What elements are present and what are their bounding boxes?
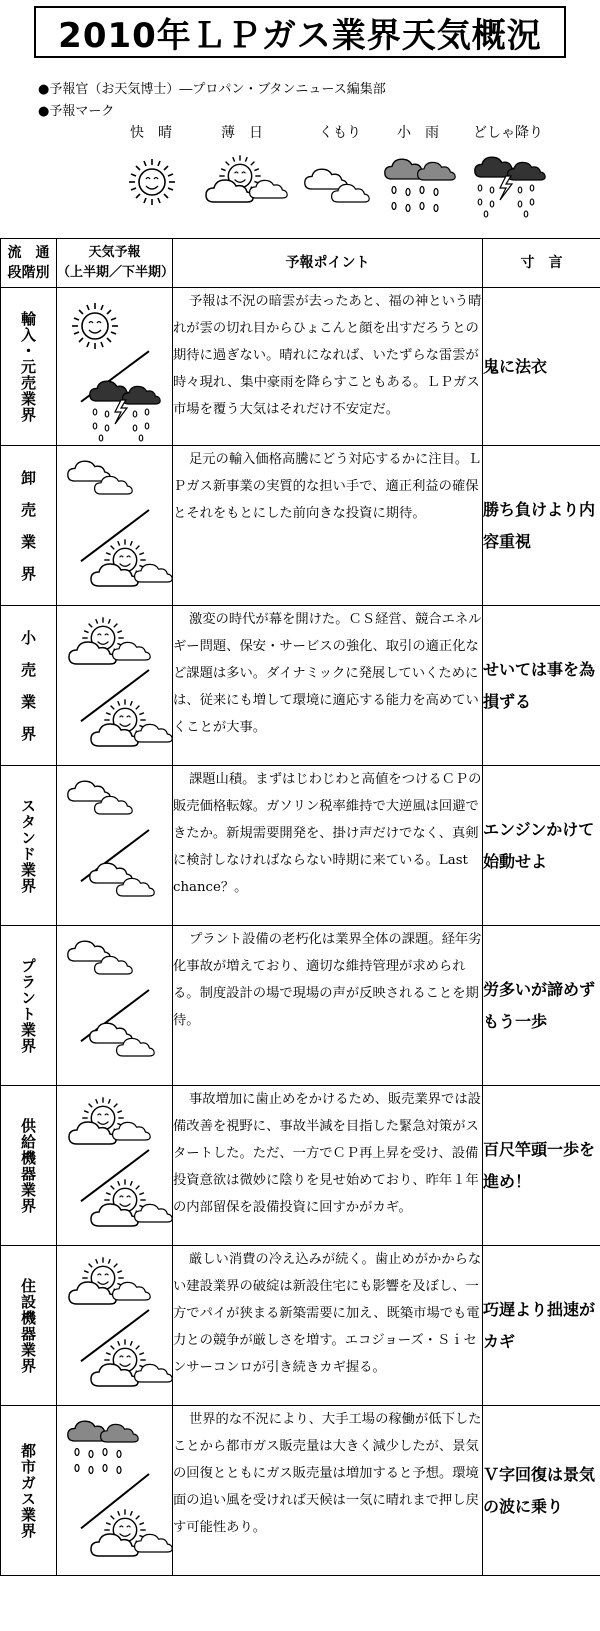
forecast-cell [57,606,173,766]
legend-label-partly: 薄 日 [221,125,263,141]
title-box [34,6,566,58]
advice-text: 鬼に法衣 [483,288,600,446]
legend-label-cloudy: くもり [319,125,361,141]
advice-text: 労多いが諦めずもう一歩 [483,926,600,1086]
mark-label: ●予報マーク [38,104,115,119]
stage-label: 住設機器業界 [19,1277,37,1374]
stage-label: スタンド業界 [19,797,37,894]
sunny-icon [120,150,184,214]
downpour-icon [470,150,550,220]
forecast-point: 足元の輸入価格高騰にどう対応するかに注目。ＬＰガス新事業の実質的な担い手で、適正利益の確保とそれをもとにした前向きな投資に期待。 [173,446,483,606]
table-header-row [1,239,600,288]
forecast-point: 激変の時代が幕を開けた。ＣＳ経営、競合エネルギー問題、保安・サービスの強化、取引の適正化など課題は多い。ダイナミックに発展していくためには、従来にも増して環境に適応する能力を高めていくことが大事。 [173,606,483,766]
advice-text: Ｖ字回復は景気の波に乗り [483,1406,600,1576]
forecast-table [0,238,600,1576]
advice-text: せいては事を為損ずる [483,606,600,766]
sun-behind-cloud-icon [85,1334,175,1398]
stage-label: 輸入･元売業界 [19,310,37,423]
advice-text: 百尺竿頭一歩を進め！ [483,1086,600,1246]
stage-label: 供給機器業界 [19,1117,37,1214]
forecast-point: 厳しい消費の冷え込みが続く。歯止めがかからない建設業界の破綻は新設住宅にも影響を及ぼし、一方でパイが狭まる新築需要に加え、既築市場でも電力との競争が厳しさを増す。エコジョーズ・Ｓｉセンサーコンロが引き続きカギ握る。 [173,1246,483,1406]
forecaster-line: ●予報官（お天気博士）―プロパン・ブタンニュース編集部 [38,82,386,97]
sun-behind-cloud-icon [85,534,175,598]
stage-label: 小 売 業 界 [19,629,37,742]
header-stage: 流 通 段階別 [1,239,57,288]
downpour-icon [85,374,165,444]
forecast-point: 予報は不況の暗雲が去ったあと、福の神という晴れが雲の切れ目からひょこんと顔を出すだろうとの期待に過ぎない。晴れになれば、いたずらな雷雲が時々現れ、集中豪雨を降らすこともある。ＬＰガス市場を覆う大気はそれだけ不安定だ。 [173,288,483,446]
page-title: 2010年ＬＰガス業界天気概況 [58,15,542,56]
header-forecast: 天気予報 （上半期／下半期） [57,239,173,288]
forecast-point: プラント設備の老朽化は業界全体の課題。経年劣化事故が増えており、適切な維持管理が求められる。制度設計の場で現場の声が反映されることを期待。 [173,926,483,1086]
legend-label-downpour: どしゃ降り [473,125,543,141]
stage-cell [1,766,57,926]
sun-behind-cloud-icon [85,1504,175,1568]
forecast-cell [57,446,173,606]
forecast-cell [57,1086,173,1246]
forecast-cell [57,1246,173,1406]
legend-label-sunny: 快 晴 [130,125,172,141]
table-row [1,1406,600,1576]
stage-cell [1,1086,57,1246]
stage-label: プラント業界 [19,957,37,1054]
stage-cell [1,446,57,606]
forecast-point: 事故増加に歯止めをかけるため、販売業界では設備改善を視野に、事故半減を目指した緊急対策がスタートした。ただ、一方でＣＰ再上昇を受け、設備投資意欲は微妙に陰りを見せ始めており、昨年１年の内部留保を設備投資に回すかがカギ。 [173,1086,483,1246]
stage-cell [1,1406,57,1576]
stage-cell [1,1246,57,1406]
cloudy-icon [300,160,380,210]
table-row [1,926,600,1086]
table-row [1,446,600,606]
cloudy-icon [85,1014,165,1064]
advice-text: 巧遅より拙速がカギ [483,1246,600,1406]
sun-behind-cloud-icon [85,1174,175,1238]
table-row [1,766,600,926]
forecast-point: 課題山積。まずはじわじわと高値をつけるＣＰの販売価格転嫁。ガソリン税率維持で大逆風は回避できたか。新規需要開発を、掛け声だけでなく、真剣に検討しなければならない時期に来ている。Last chance？。 [173,766,483,926]
stage-label: 卸 売 業 界 [19,469,37,582]
advice-text: エンジンかけて始動せよ [483,766,600,926]
stage-label: 都市ガス業界 [19,1442,37,1539]
forecast-cell [57,1406,173,1576]
sun-behind-cloud-icon [85,694,175,758]
legend-label-light-rain: 小 雨 [397,125,439,141]
header-advice: 寸 言 [483,239,600,288]
forecast-point: 世界的な不況により、大手工場の稼働が低下したことから都市ガス販売量は大きく減少したが、景気の回復とともにガス販売量は増加すると予想。環境面の追い風を受ければ天候は一気に晴れまで押し戻す可能性あり。 [173,1406,483,1576]
table-row [1,288,600,446]
table-row [1,1086,600,1246]
table-row [1,606,600,766]
forecast-cell [57,766,173,926]
light-rain-icon [380,150,460,220]
stage-cell [1,606,57,766]
cloudy-icon [85,854,165,904]
sun-behind-cloud-icon [200,150,290,214]
header-points: 予報ポイント [173,239,483,288]
forecast-cell [57,288,173,446]
stage-cell [1,926,57,1086]
stage-cell [1,288,57,446]
advice-text: 勝ち負けより内容重視 [483,446,600,606]
forecast-cell [57,926,173,1086]
table-row [1,1246,600,1406]
